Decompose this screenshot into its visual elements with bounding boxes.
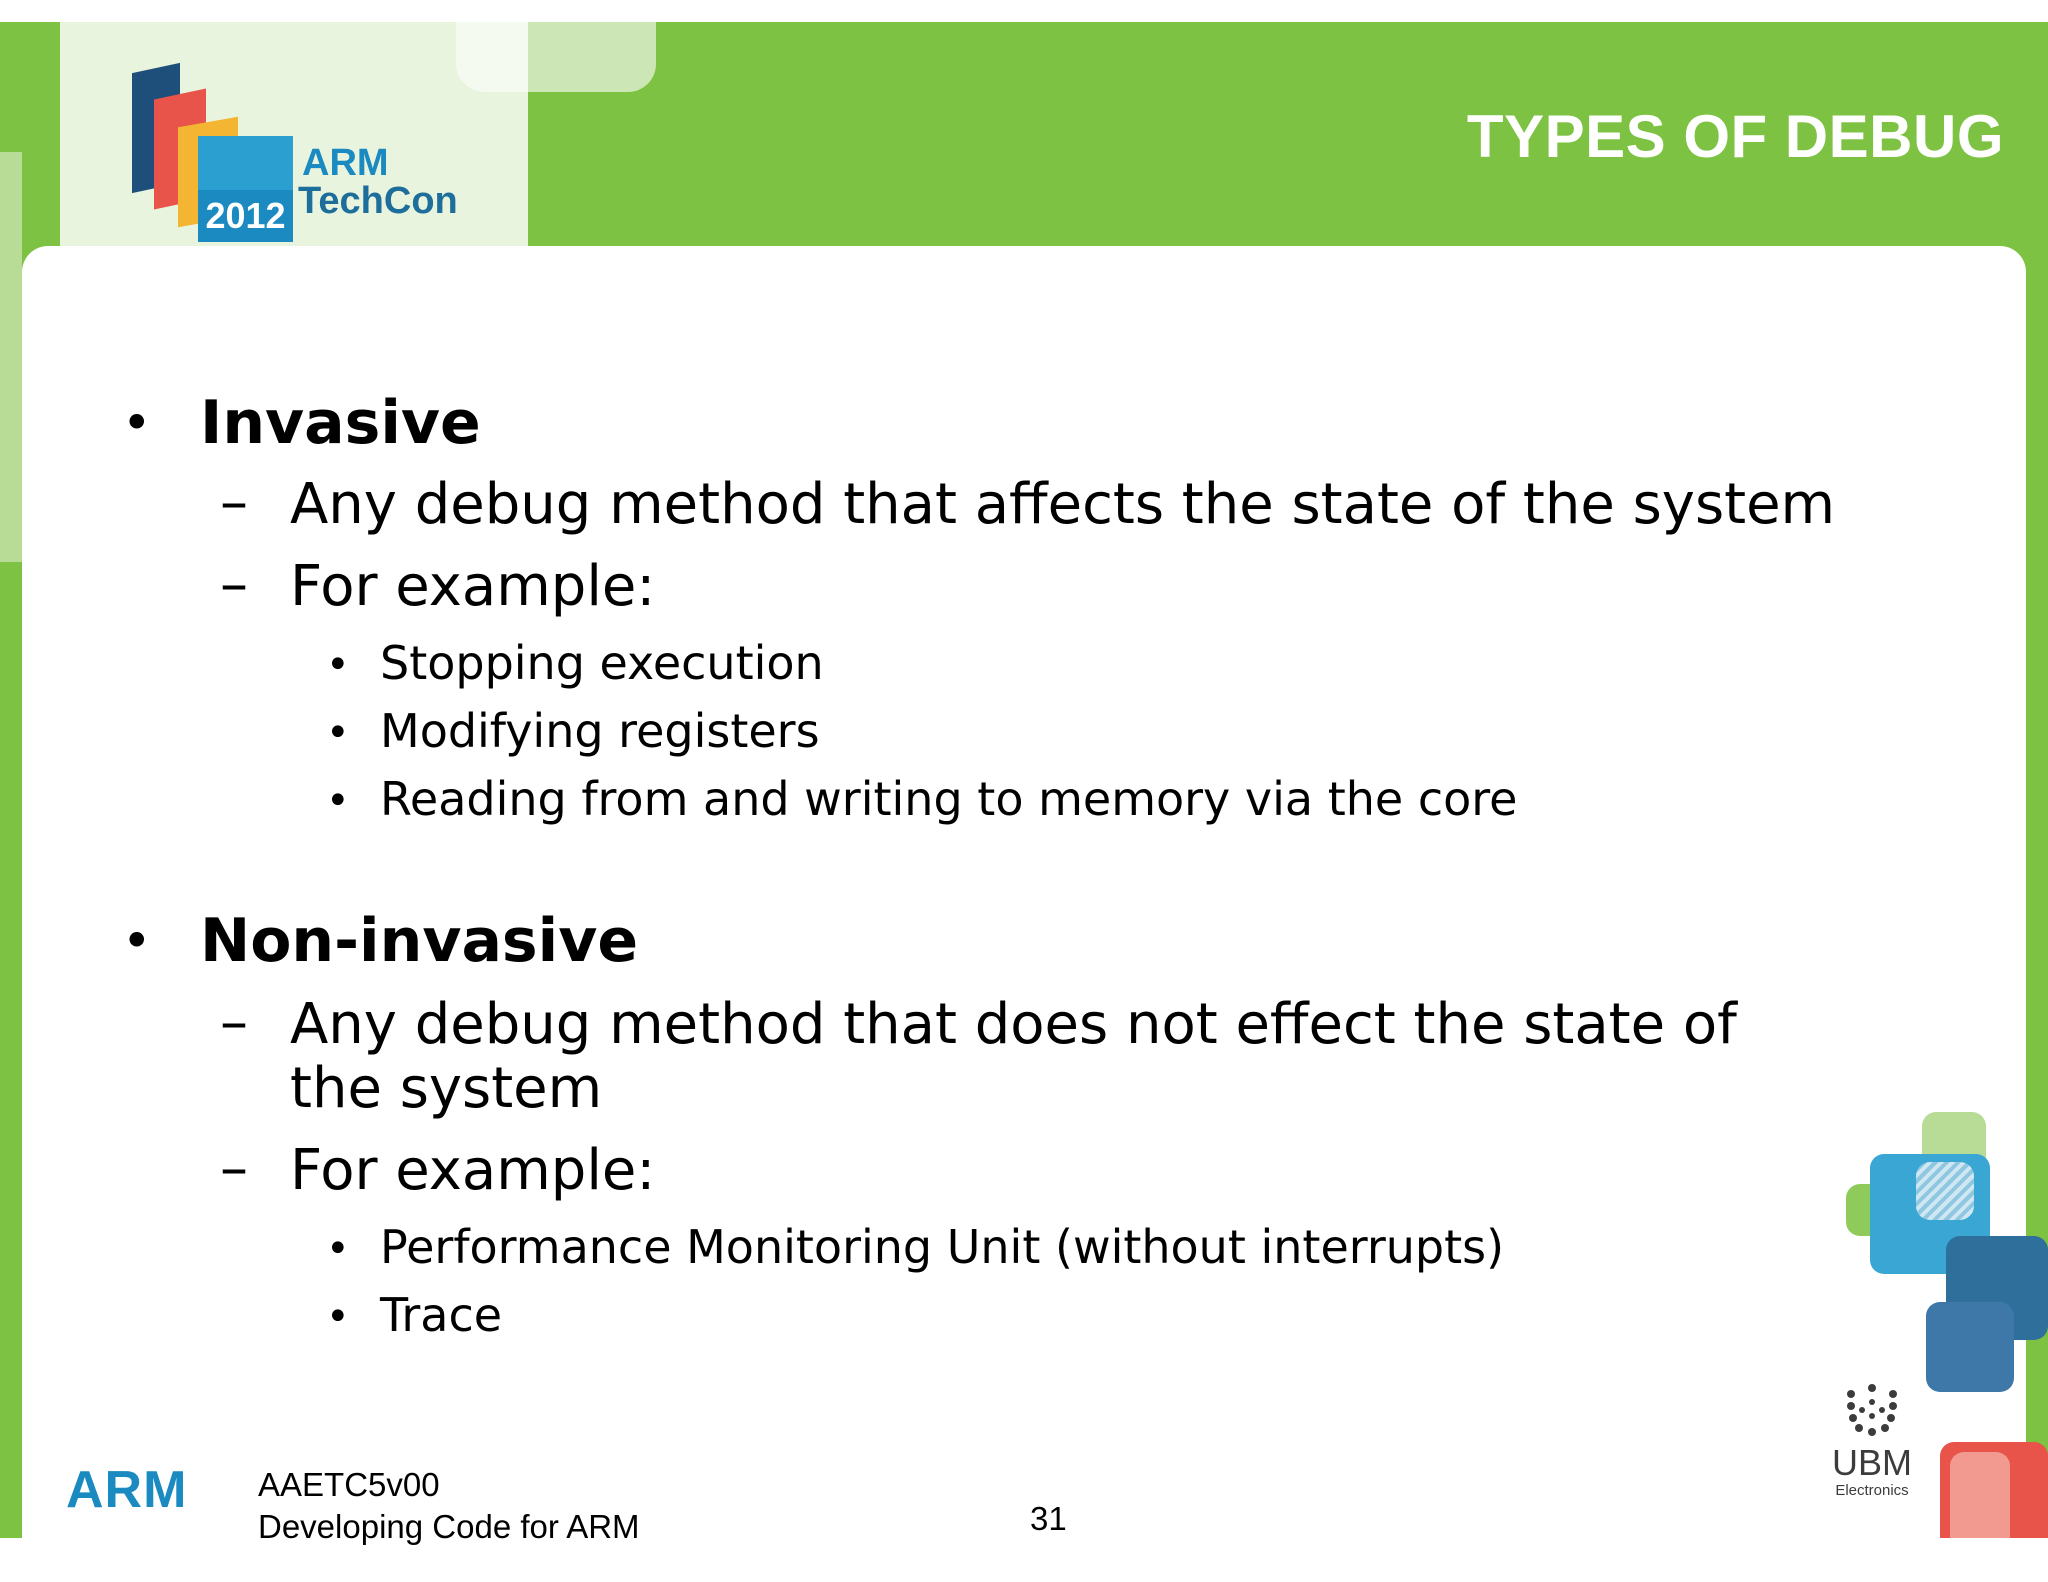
sub-bullet-marker: •	[326, 1226, 350, 1272]
subitem-text: For example:	[290, 554, 656, 619]
decor-square	[1950, 1452, 2010, 1552]
bullet-marker: •	[122, 912, 152, 970]
dash-marker: –	[220, 552, 248, 617]
sponsor-name: UBM	[1832, 1442, 1912, 1483]
page-number: 31	[1030, 1500, 1067, 1537]
logo-brand: ARM	[302, 142, 389, 184]
example-item: Stopping execution	[380, 636, 824, 690]
decor-square	[1916, 1162, 1974, 1220]
subitem-text-continued: the system	[290, 1056, 603, 1121]
subitem-text: For example:	[290, 1138, 656, 1203]
bullet-heading-invasive: Invasive	[200, 388, 481, 458]
side-band	[0, 152, 22, 562]
example-item: Reading from and writing to memory via the core	[380, 772, 1518, 826]
dash-marker: –	[220, 990, 248, 1055]
subitem-text: Any debug method that does not effect the state of	[290, 992, 1737, 1057]
ubm-logo	[1812, 1380, 1932, 1499]
bullet-marker: •	[122, 394, 152, 452]
sponsor-sub: Electronics	[1835, 1482, 1909, 1499]
example-item: Trace	[380, 1288, 503, 1342]
techcon-logo	[120, 50, 480, 250]
logo-year: 2012	[198, 190, 293, 242]
ubm-dots-icon	[1837, 1380, 1907, 1440]
dash-marker: –	[220, 1136, 248, 1201]
course-code: AAETC5v00	[258, 1466, 440, 1503]
sub-bullet-marker: •	[326, 1294, 350, 1340]
decor-square	[1926, 1302, 2014, 1392]
slide-title: TYPES OF DEBUG	[1466, 103, 2004, 170]
sub-bullet-marker: •	[326, 710, 350, 756]
arm-logo: ARM	[66, 1461, 188, 1519]
example-item: Modifying registers	[380, 704, 820, 758]
bullet-heading-non-invasive: Non-invasive	[200, 906, 639, 976]
sub-bullet-marker: •	[326, 642, 350, 688]
example-item: Performance Monitoring Unit (without interrupts)	[380, 1220, 1505, 1274]
course-name: Developing Code for ARM	[258, 1508, 640, 1545]
sub-bullet-marker: •	[326, 778, 350, 824]
logo-event: TechCon	[298, 180, 458, 222]
dash-marker: –	[220, 470, 248, 535]
subitem-text: Any debug method that affects the state of the system	[290, 472, 1836, 537]
